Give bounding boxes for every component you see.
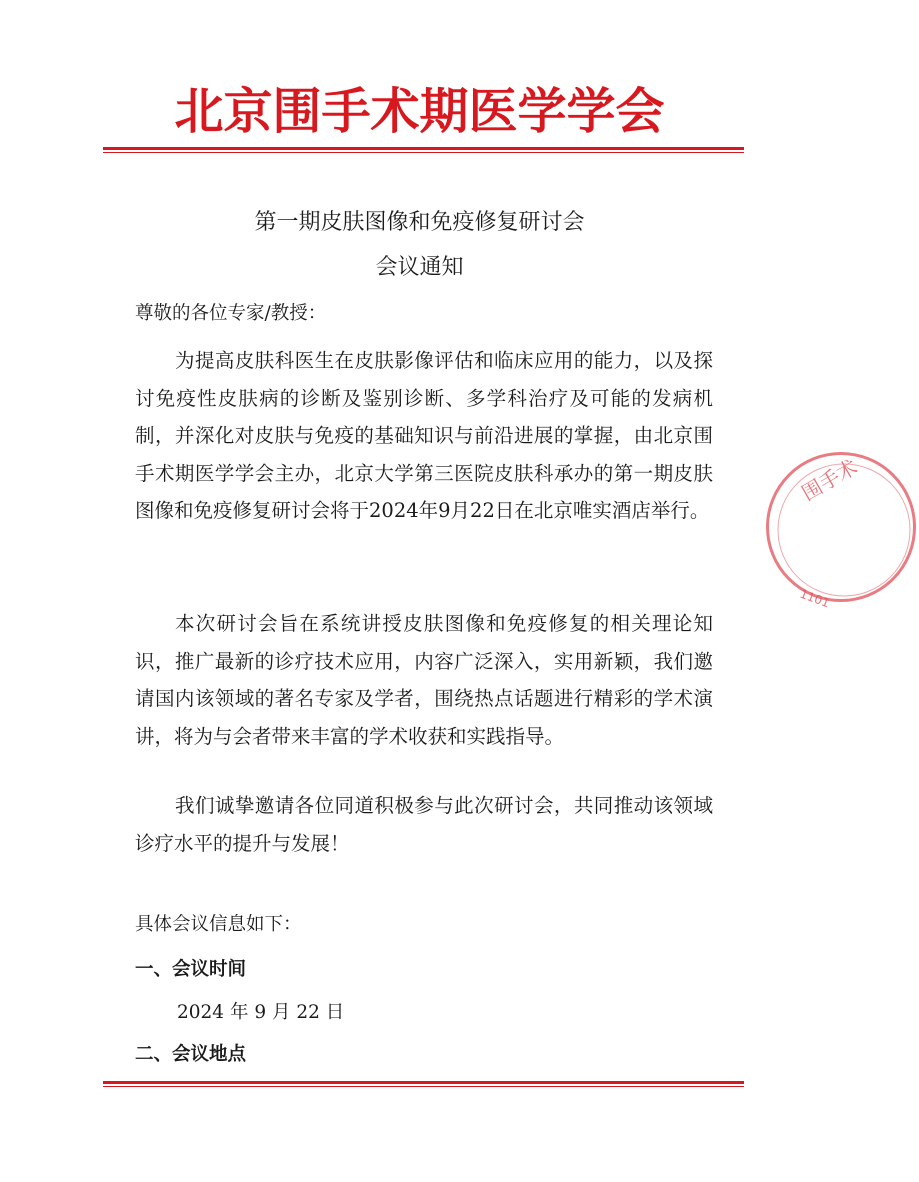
seal-number: 1101 <box>797 586 832 611</box>
section-heading-venue: 二、会议地点 <box>135 1044 247 1065</box>
seal-text: 围手术 <box>797 454 862 506</box>
info-intro: 具体会议信息如下： <box>135 914 302 935</box>
body-paragraph-1: 为提高皮肤科医生在皮肤影像评估和临床应用的能力，以及探讨免疫性皮肤病的诊断及鉴别诊断、多学科治疗及可能的发病机制，并深化对皮肤与免疫的基础知识与前沿进展的掌握，由北京围手术期医学学会主办，北京大学第三医院皮肤科承办的第一期皮肤图像和免疫修复研讨会将于2024年9月22日在北京唯实酒店举行。 <box>135 349 713 522</box>
seal-graphic <box>769 454 919 611</box>
notice-title: 第一期皮肤图像和免疫修复研讨会 <box>254 210 585 235</box>
official-seal-stamp <box>766 452 916 611</box>
salutation: 尊敬的各位专家/教授： <box>135 303 327 324</box>
letterhead-org-name: 北京围手术期医学学会 <box>174 83 665 140</box>
body-paragraph-2: 本次研讨会旨在系统讲授皮肤图像和免疫修复的相关理论知识，推广最新的诊疗技术应用，内容广泛深入，实用新颖，我们邀请国内该领域的著名专家及学者，围绕热点话题进行精彩的学术演讲，将为与会者带来丰富的学术收获和实践指导。 <box>135 612 713 748</box>
body-paragraph-3: 我们诚挚邀请各位同道积极参与此次研讨会，共同推动该领域诊疗水平的提升与发展！ <box>135 794 713 855</box>
meeting-date: 2024 年 9 月 22 日 <box>177 1002 345 1023</box>
letterhead-top-rule <box>103 147 744 153</box>
footer-rule <box>103 1081 744 1087</box>
notice-subtitle: 会议通知 <box>375 255 464 280</box>
section-heading-time: 一、会议时间 <box>135 959 247 980</box>
